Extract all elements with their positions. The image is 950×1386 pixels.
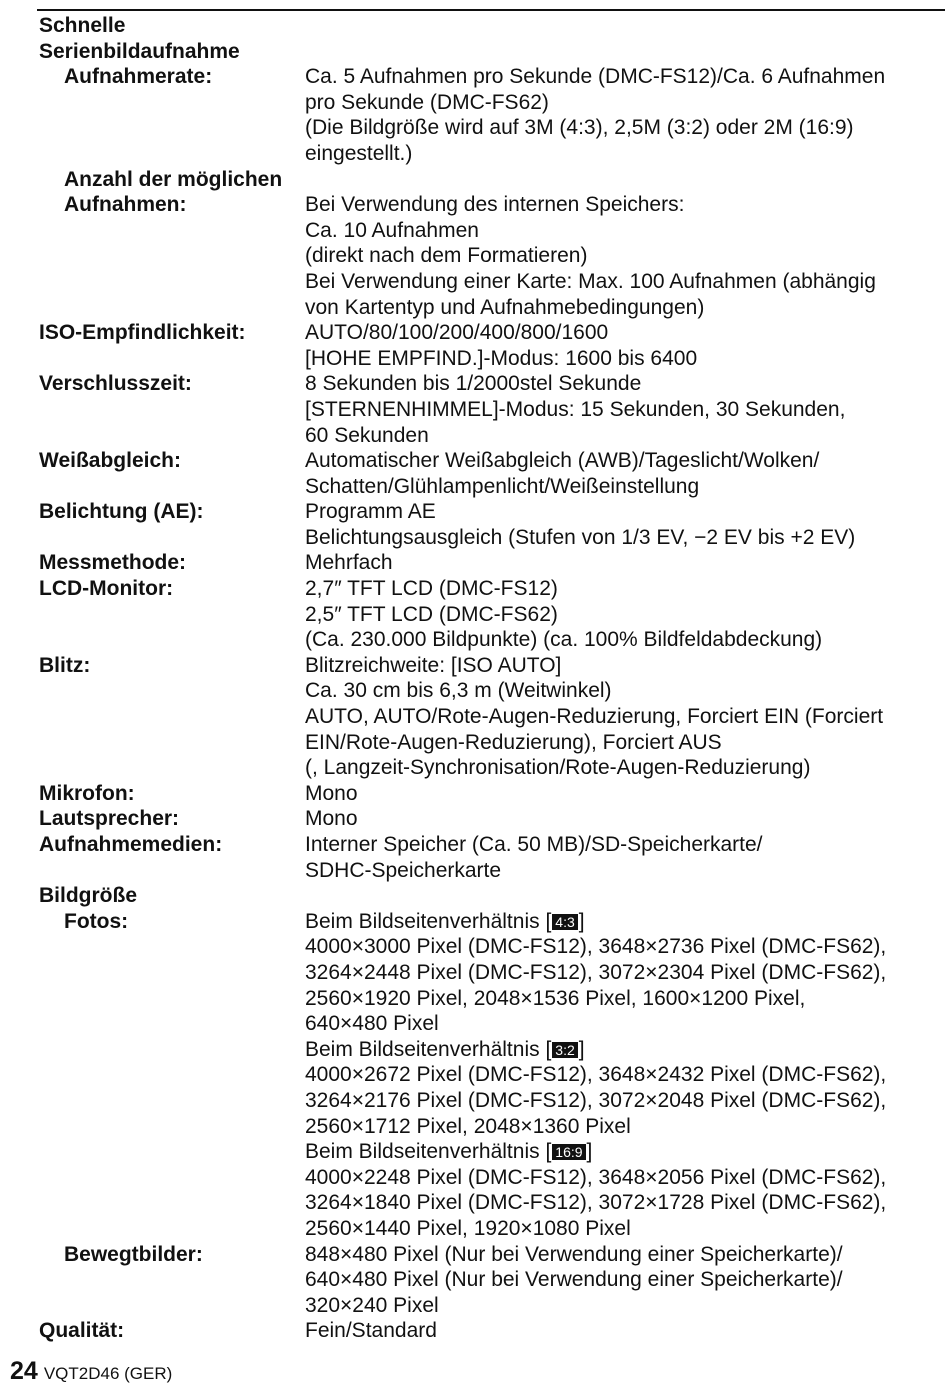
aspect-16-9-icon: 16:9 [552, 1144, 585, 1160]
value-line: Blitzreichweite: [ISO AUTO] [305, 653, 562, 677]
spec-row-burst-count-heading [0, 167, 950, 193]
spec-row-burst-rate [0, 64, 950, 166]
value-line: Mono [305, 807, 358, 831]
spec-label: Blitz: [39, 653, 91, 677]
value-line: Ca. 10 Aufnahmen [305, 218, 479, 242]
value-line: 4000×2248 Pixel (DMC-FS12), 3648×2056 Pixel (DMC-FS62), [305, 1165, 887, 1189]
spec-label: Qualität: [39, 1319, 125, 1343]
spec-value [305, 320, 950, 371]
value-line: 3264×1840 Pixel (DMC-FS12), 3072×1728 Pixel (DMC-FS62), [305, 1191, 887, 1215]
value-line: EIN/Rote-Augen-Reduzierung), Forciert AUS [305, 730, 722, 754]
spec-value [305, 371, 950, 448]
value-line: 4000×2672 Pixel (DMC-FS12), 3648×2432 Pixel (DMC-FS62), [305, 1063, 887, 1087]
aspect-line: Beim Bildseitenverhältnis [ 16:9 ] [305, 1140, 593, 1164]
spec-value [305, 64, 950, 166]
aspect-3-2-icon: 3:2 [552, 1042, 577, 1058]
spec-label: Anzahl der möglichen [64, 167, 283, 191]
burst-heading-line-1: Schnelle [39, 14, 126, 37]
spec-row-shutter [0, 371, 950, 448]
spec-row-white-balance [0, 448, 950, 499]
spec-value [305, 781, 950, 807]
spec-value [305, 576, 950, 653]
aspect-line: Beim Bildseitenverhältnis [ 4:3 ] [305, 909, 585, 933]
value-line: 2560×1440 Pixel, 1920×1080 Pixel [305, 1216, 631, 1240]
spec-label: Fotos: [64, 909, 129, 933]
value-line: (Ca. 230.000 Bildpunkte) (ca. 100% Bildfeldabdeckung) [305, 628, 823, 652]
spec-row-metering [0, 550, 950, 576]
spec-value [305, 806, 950, 832]
value-line: 640×480 Pixel (Nur bei Verwendung einer Speicherkarte)/ [305, 1268, 843, 1292]
value-line: 8 Sekunden bis 1/2000stel Sekunde [305, 372, 642, 396]
value-line: [STERNENHIMMEL]-Modus: 15 Sekunden, 30 Sekunden, [305, 397, 846, 421]
value-line: (direkt nach dem Formatieren) [305, 244, 588, 268]
value-line: Fein/Standard [305, 1319, 437, 1343]
spec-row-speaker [0, 806, 950, 832]
value-line: AUTO, AUTO/Rote-Augen-Reduzierung, Forciert EIN (Forciert [305, 705, 884, 729]
value-line: 2,7″ TFT LCD (DMC-FS12) [305, 577, 558, 601]
spec-row-exposure [0, 499, 950, 550]
value-line: Automatischer Weißabgleich (AWB)/Tageslicht/Wolken/ [305, 449, 820, 473]
burst-heading-row [0, 13, 950, 64]
spec-value [305, 653, 950, 781]
spec-value [305, 192, 950, 320]
value-line: Ca. 30 cm bis 6,3 m (Weitwinkel) [305, 679, 612, 703]
top-rule [37, 9, 945, 11]
spec-label: LCD-Monitor: [39, 577, 174, 601]
value-line: [HOHE EMPFIND.]-Modus: 1600 bis 6400 [305, 346, 698, 370]
value-line: AUTO/80/100/200/400/800/1600 [305, 321, 609, 345]
value-line: Ca. 5 Aufnahmen pro Sekunde (DMC-FS12)/Ca. 6 Aufnahmen [305, 65, 886, 89]
value-line: 4000×3000 Pixel (DMC-FS12), 3648×2736 Pixel (DMC-FS62), [305, 935, 887, 959]
spec-value [305, 832, 950, 883]
value-line: 2,5″ TFT LCD (DMC-FS62) [305, 602, 558, 626]
spec-label: Aufnahmemedien: [39, 833, 223, 856]
value-line: Mehrfach [305, 551, 393, 575]
burst-heading [39, 13, 240, 64]
spec-row-iso [0, 320, 950, 371]
value-line: Programm AE [305, 500, 436, 524]
spec-row-image-size-heading [0, 883, 950, 909]
value-line: SDHC-Speicherkarte [305, 858, 502, 882]
spec-row-photos [0, 909, 950, 1242]
value-line: eingestellt.) [305, 141, 413, 165]
image-size-heading: Bildgröße [39, 884, 137, 908]
page-number: 24 [10, 1357, 38, 1385]
value-line: (Die Bildgröße wird auf 3M (4:3), 2,5M (3:2) oder 2M (16:9) [305, 116, 854, 140]
spec-row-flash [0, 653, 950, 781]
aspect-line: Beim Bildseitenverhältnis [ 3:2 ] [305, 1037, 585, 1061]
spec-row-burst-count [0, 192, 950, 320]
spec-list [0, 13, 950, 1344]
spec-value [305, 499, 950, 550]
spec-row-media [0, 832, 950, 883]
spec-row-lcd [0, 576, 950, 653]
spec-label: Aufnahmerate: [64, 65, 213, 89]
spec-label: Weißabgleich: [39, 449, 181, 473]
value-line: Interner Speicher (Ca. 50 MB)/SD-Speicherkarte/ [305, 833, 763, 856]
aspect-4-3-icon: 4:3 [552, 914, 577, 930]
value-line: Bei Verwendung einer Karte: Max. 100 Aufnahmen (abhängig [305, 269, 876, 293]
value-line: 640×480 Pixel [305, 1012, 439, 1036]
value-line: 2560×1920 Pixel, 2048×1536 Pixel, 1600×1200 Pixel, [305, 986, 806, 1010]
value-line: von Kartentyp und Aufnahmebedingungen) [305, 295, 705, 319]
spec-label: Aufnahmen: [64, 193, 187, 217]
value-line: 848×480 Pixel (Nur bei Verwendung einer Speicherkarte)/ [305, 1242, 843, 1266]
value-line: Bei Verwendung des internen Speichers: [305, 193, 685, 217]
spec-label: Mikrofon: [39, 781, 135, 805]
value-line: 320×240 Pixel [305, 1293, 439, 1317]
spec-label: ISO-Empfindlichkeit: [39, 321, 246, 345]
spec-value [305, 550, 950, 576]
burst-heading-line-2: Serienbildaufnahme [39, 39, 240, 63]
page-footer [10, 1357, 172, 1386]
value-line: Mono [305, 781, 358, 805]
value-line: Belichtungsausgleich (Stufen von 1/3 EV, −2 EV bis +2 EV) [305, 525, 856, 549]
spec-label: Messmethode: [39, 551, 187, 575]
spec-row-microphone [0, 781, 950, 807]
value-line: pro Sekunde (DMC-FS62) [305, 90, 549, 114]
spec-value [305, 1318, 950, 1344]
value-line: Schatten/Glühlampenlicht/Weißeinstellung [305, 474, 700, 498]
value-line: 3264×2448 Pixel (DMC-FS12), 3072×2304 Pixel (DMC-FS62), [305, 960, 887, 984]
spec-label: Verschlusszeit: [39, 372, 192, 396]
value-line: 2560×1712 Pixel, 2048×1360 Pixel [305, 1114, 631, 1138]
spec-row-quality [0, 1318, 950, 1344]
spec-value [305, 448, 950, 499]
spec-label: Lautsprecher: [39, 807, 180, 831]
document-code: VQT2D46 (GER) [43, 1364, 173, 1383]
spec-row-movies [0, 1242, 950, 1319]
spec-label: Bewegtbilder: [64, 1242, 203, 1266]
value-line: 60 Sekunden [305, 423, 429, 447]
spec-value [305, 1242, 950, 1319]
spec-value [305, 909, 950, 1242]
value-line: 3264×2176 Pixel (DMC-FS12), 3072×2048 Pixel (DMC-FS62), [305, 1088, 887, 1112]
spec-label: Belichtung (AE): [39, 500, 204, 524]
value-line: (, Langzeit-Synchronisation/Rote-Augen-Reduzierung) [305, 756, 811, 780]
